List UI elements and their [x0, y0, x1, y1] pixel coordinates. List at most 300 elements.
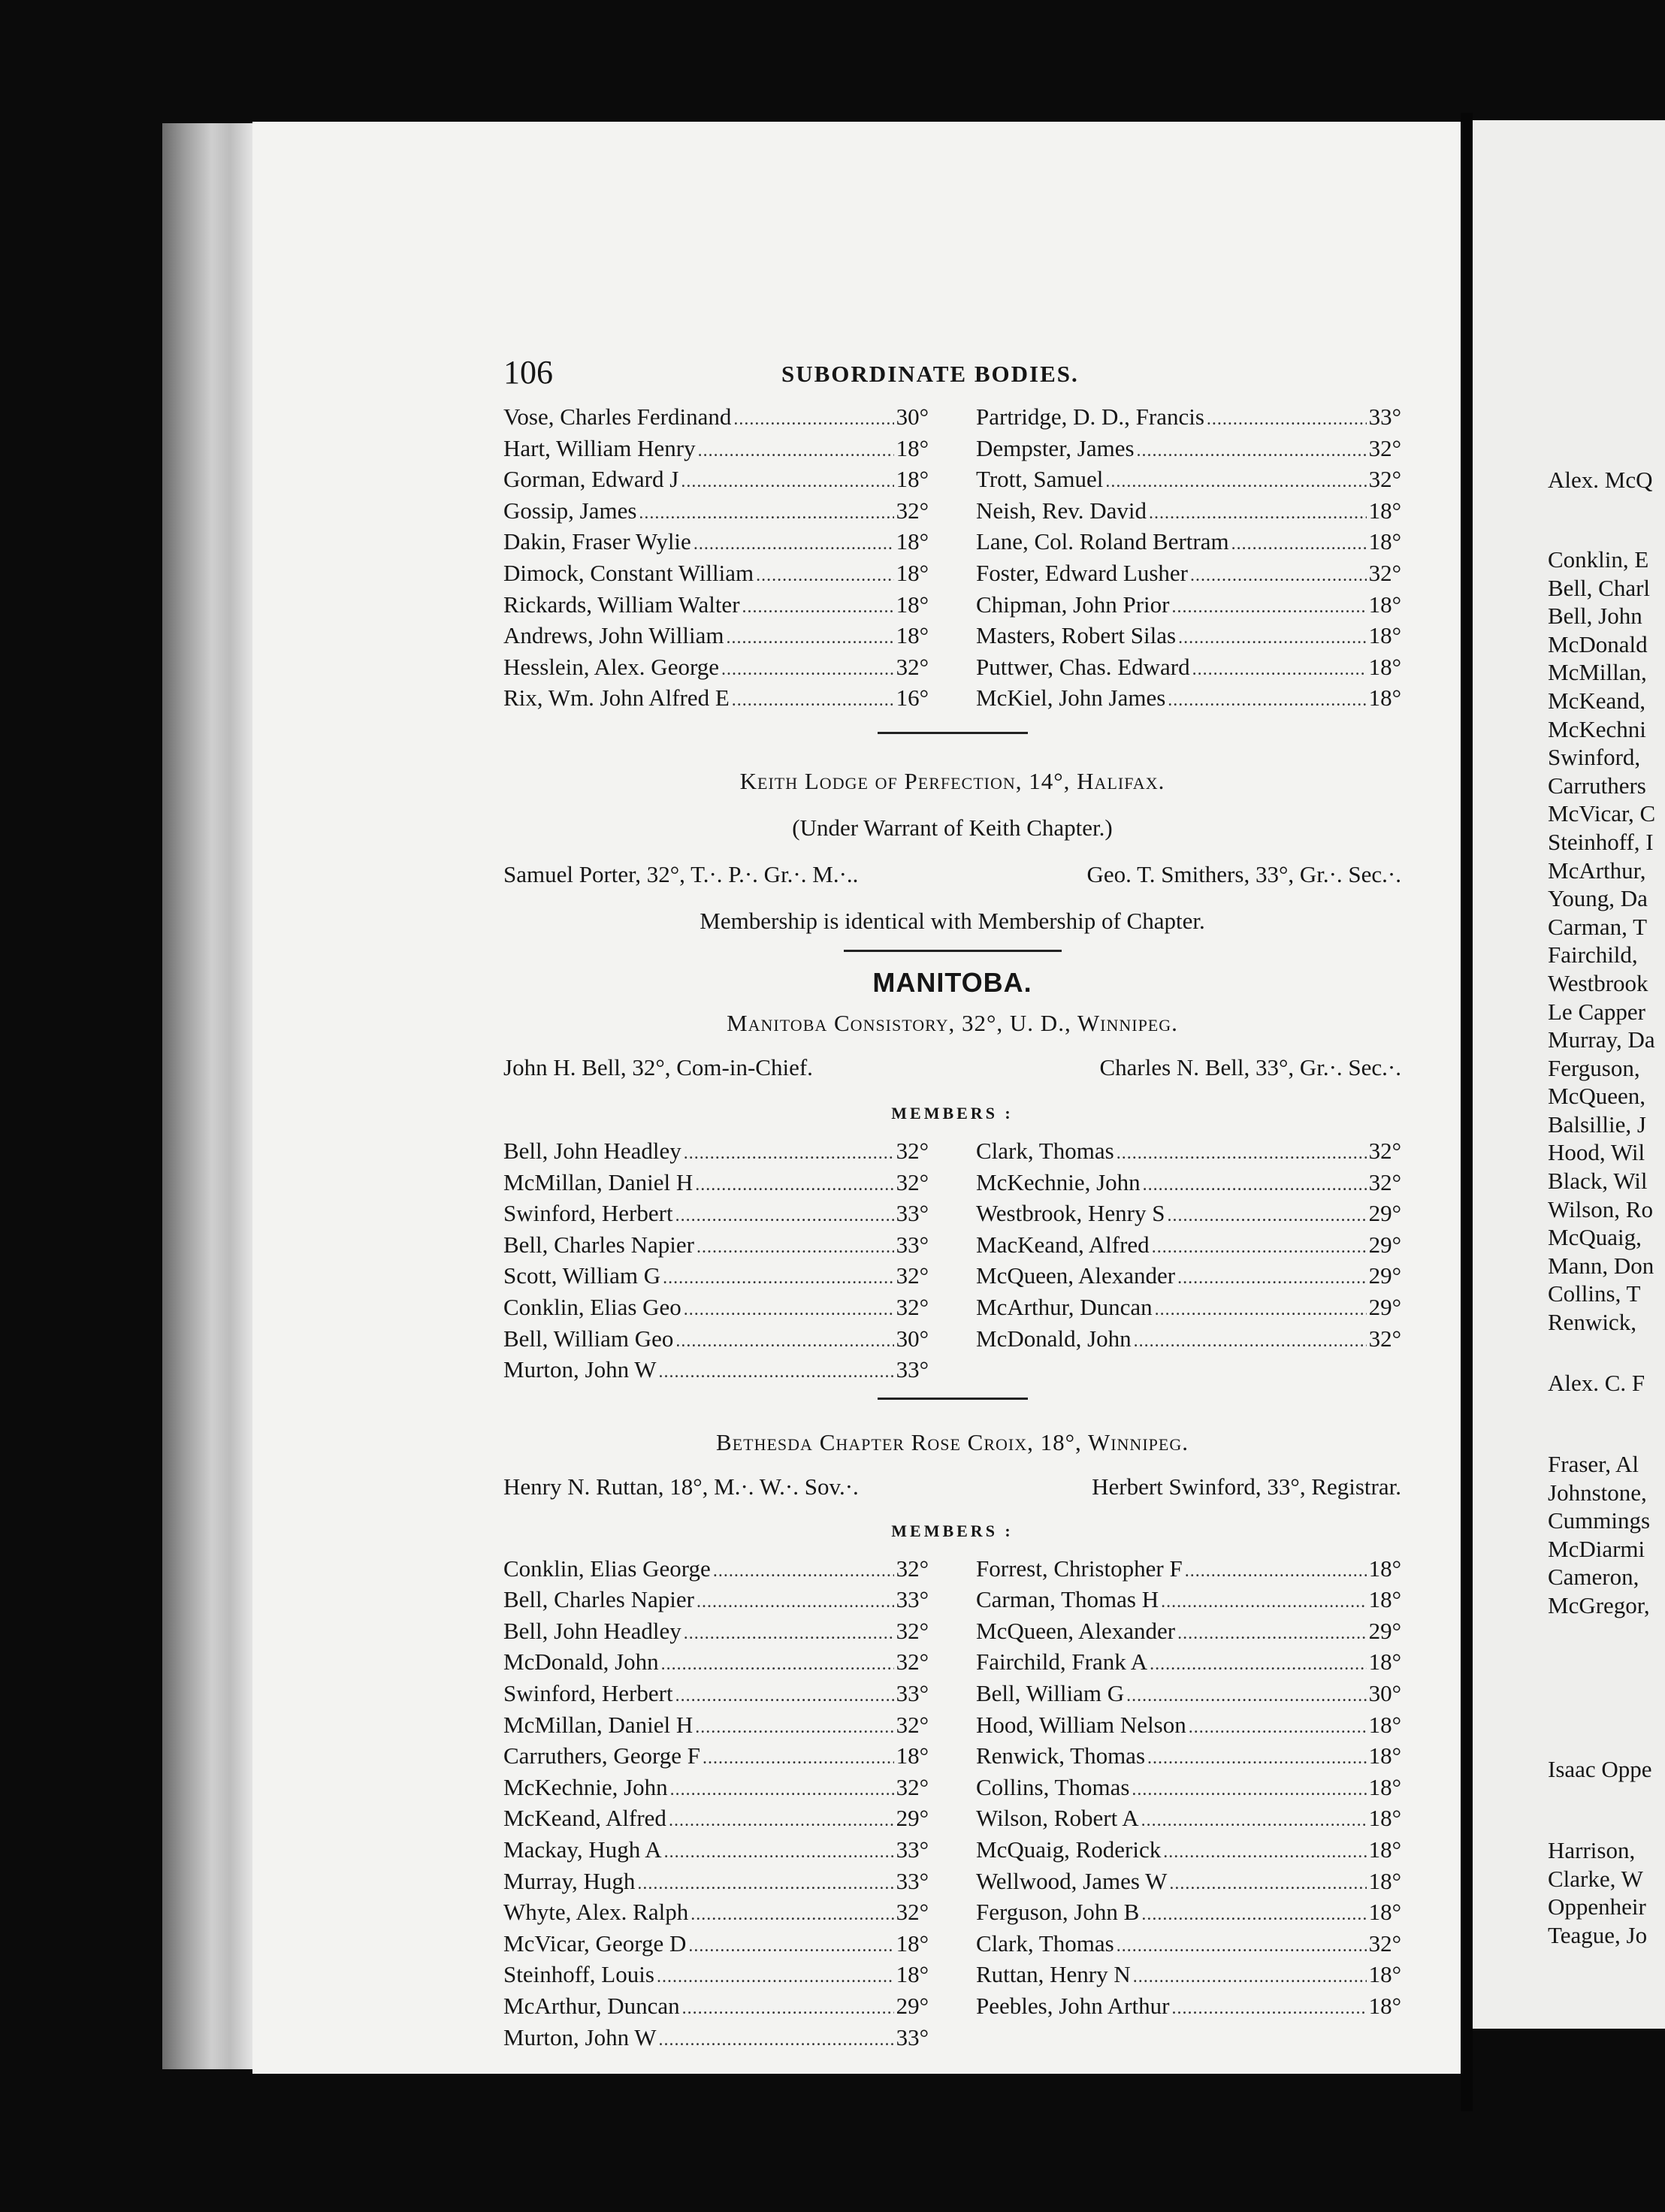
member-entry [976, 1773, 1401, 1805]
member-degree: 32° [1368, 1168, 1401, 1195]
page-number: 106 [503, 354, 553, 391]
leader-dots [697, 1234, 894, 1262]
member-name: Collins, Thomas [976, 1773, 1130, 1800]
member-entry [503, 1804, 929, 1836]
member-entry [503, 1231, 929, 1262]
member-name: McQueen, Alexander [976, 1617, 1176, 1644]
member-degree: 33° [896, 1836, 929, 1863]
member-entry [503, 1199, 929, 1231]
member-degree: 32° [1368, 1325, 1401, 1352]
right-page-entry: Cameron, [1548, 1564, 1639, 1591]
member-degree: 32° [1368, 1137, 1401, 1164]
member-name: Dempster, James [976, 434, 1135, 461]
leader-dots [1163, 1839, 1366, 1867]
leader-dots [1137, 437, 1367, 466]
right-page-entry: Steinhoff, I [1548, 828, 1654, 855]
member-entry [976, 1960, 1401, 1992]
right-page-entry: Oppenheir [1548, 1893, 1646, 1920]
member-entry [503, 1836, 929, 1867]
member-degree: 29° [1368, 1200, 1401, 1227]
bethesda-member-list [503, 1555, 1401, 2055]
member-name: MacKeand, Alfred [976, 1231, 1150, 1258]
right-page-entry: Teague, Jo [1548, 1921, 1648, 1948]
right-page-entry: Harrison, [1548, 1837, 1636, 1863]
member-entry [976, 465, 1401, 497]
right-page-entry: McDiarmi [1548, 1535, 1645, 1562]
member-degree: 32° [896, 1293, 929, 1320]
right-page-heading-1: Alex. McQ [1548, 467, 1653, 493]
right-page-entry: Renwick, [1548, 1309, 1636, 1336]
leader-dots [684, 1620, 894, 1648]
member-degree: 29° [1368, 1617, 1401, 1644]
member-entry [976, 653, 1401, 684]
right-page-entry: Murray, Da [1548, 1026, 1655, 1053]
member-degree: 18° [1368, 1899, 1401, 1926]
leader-dots [1141, 1807, 1367, 1836]
member-entry [976, 1293, 1401, 1325]
member-entry [503, 403, 929, 434]
member-name: Gossip, James [503, 497, 637, 524]
member-degree: 29° [1368, 1231, 1401, 1258]
member-degree: 30° [896, 403, 929, 430]
member-name: Dimock, Constant William [503, 559, 754, 586]
leader-dots [693, 530, 894, 559]
leader-dots [695, 1714, 893, 1742]
consistory-officers [503, 1053, 1401, 1081]
member-entry [976, 1137, 1401, 1168]
leader-dots [698, 437, 894, 466]
leader-dots [659, 1358, 894, 1387]
member-name: Bell, Charles Napier [503, 1231, 694, 1258]
right-page-entry: McQuaig, [1548, 1224, 1642, 1251]
member-degree: 29° [896, 1805, 929, 1832]
leader-dots [713, 1558, 894, 1586]
left-page-content [503, 353, 1401, 2054]
member-name: Neish, Rev. David [976, 497, 1147, 524]
member-entry [976, 1992, 1401, 2023]
leader-dots [682, 1995, 894, 2023]
member-name: Swinford, Herbert [503, 1200, 673, 1227]
right-page-entry: McKeand, [1548, 687, 1645, 714]
leader-dots [664, 1839, 894, 1867]
member-degree: 18° [896, 466, 929, 493]
member-degree: 33° [896, 1200, 929, 1227]
member-name: Fairchild, Frank A [976, 1648, 1148, 1676]
member-degree: 29° [1368, 1293, 1401, 1320]
member-name: Partridge, D. D., Francis [976, 403, 1204, 430]
right-page-entry: Wilson, Ro [1548, 1195, 1653, 1222]
member-degree: 33° [896, 2023, 929, 2050]
member-name: Bell, John Headley [503, 1137, 681, 1164]
member-entry [503, 1293, 929, 1325]
member-degree: 18° [896, 1961, 929, 1988]
keith-officers [503, 860, 1401, 888]
bethesda-officer-left: Henry N. Ruttan, 18°, M.·. W.·. Sov.·. [503, 1473, 859, 1500]
member-name: Murton, John W [503, 1356, 657, 1383]
right-page-entry: Clarke, W [1548, 1865, 1643, 1892]
leader-dots [727, 624, 894, 653]
member-entry [503, 1585, 929, 1617]
leader-dots [1178, 624, 1367, 653]
leader-dots [670, 1776, 894, 1805]
member-name: Ruttan, Henry N [976, 1961, 1131, 1988]
leader-dots [1117, 1140, 1367, 1168]
right-page-entry: Bell, John [1548, 603, 1642, 630]
leader-dots [1169, 1870, 1366, 1899]
member-degree: 32° [1368, 466, 1401, 493]
list-column-right [976, 403, 1401, 715]
member-degree: 18° [1368, 653, 1401, 680]
leader-dots [1177, 1265, 1366, 1293]
right-page-entry: McKechni [1548, 715, 1646, 742]
member-entry [976, 1199, 1401, 1231]
member-entry [976, 1711, 1401, 1742]
leader-dots [721, 656, 894, 684]
member-entry [503, 1355, 929, 1387]
member-name: McKechnie, John [976, 1168, 1141, 1195]
right-page-entry: McDonald [1548, 630, 1648, 657]
page-header [503, 353, 1401, 400]
leader-dots [1171, 1995, 1366, 2023]
member-degree: 18° [1368, 1961, 1401, 1988]
member-entry [503, 591, 929, 622]
member-name: Wellwood, James W [976, 1867, 1168, 1894]
member-entry [503, 497, 929, 528]
member-degree: 32° [1368, 1929, 1401, 1957]
member-name: Bell, Charles Napier [503, 1586, 694, 1613]
right-page-entry: Fraser, Al [1548, 1451, 1639, 1477]
member-degree: 32° [896, 1137, 929, 1164]
right-page-heading-2: Alex. C. F [1548, 1370, 1645, 1396]
member-name: Puttwer, Chas. Edward [976, 653, 1190, 680]
member-degree: 18° [896, 591, 929, 618]
member-name: Foster, Edward Lusher [976, 559, 1188, 586]
member-name: Carman, Thomas H [976, 1586, 1159, 1613]
right-page-entry: Ferguson, [1548, 1054, 1640, 1081]
member-degree: 32° [896, 653, 929, 680]
leader-dots [1132, 1776, 1366, 1805]
member-degree: 18° [1368, 1648, 1401, 1676]
member-name: Conklin, Elias Geo [503, 1293, 681, 1320]
member-entry [503, 1325, 929, 1356]
bethesda-chapter-title: Bethesda Chapter Rose Croix, 18°, Winnipeg. [716, 1428, 1189, 1455]
member-name: Trott, Samuel [976, 466, 1104, 493]
leader-dots [695, 1171, 893, 1200]
member-degree: 33° [896, 1867, 929, 1894]
member-entry [976, 1648, 1401, 1679]
member-entry [976, 527, 1401, 559]
member-entry [976, 621, 1401, 653]
member-name: Carruthers, George F [503, 1742, 701, 1769]
keith-warrant-note: (Under Warrant of Keith Chapter.) [792, 814, 1113, 841]
right-page-entry: Westbrook [1548, 969, 1648, 996]
leader-dots [1185, 1558, 1367, 1586]
member-name: Clark, Thomas [976, 1929, 1114, 1957]
member-entry [503, 1617, 929, 1648]
keith-membership-note: Membership is identical with Membership of Chapter. [700, 907, 1205, 934]
leader-dots [669, 1807, 894, 1836]
right-page-entry: McMillan, [1548, 659, 1647, 686]
bethesda-officers [503, 1473, 1401, 1500]
section-divider [844, 950, 1062, 952]
member-entry [503, 2023, 929, 2055]
member-degree: 18° [1368, 1805, 1401, 1832]
member-degree: 18° [1368, 1836, 1401, 1863]
member-entry [976, 1325, 1401, 1356]
leader-dots [1150, 1651, 1366, 1679]
member-entry [503, 1960, 929, 1992]
member-entry [503, 653, 929, 684]
leader-dots [663, 1265, 893, 1293]
member-entry [503, 1137, 929, 1168]
member-entry [503, 434, 929, 466]
member-entry [976, 1742, 1401, 1773]
member-entry [503, 1773, 929, 1805]
member-degree: 18° [1368, 1993, 1401, 2019]
member-degree: 33° [896, 1586, 929, 1613]
member-degree: 18° [896, 559, 929, 586]
member-degree: 30° [1368, 1680, 1401, 1707]
leader-dots [1134, 1328, 1367, 1356]
member-degree: 32° [896, 1168, 929, 1195]
member-name: Wilson, Robert A [976, 1805, 1139, 1832]
member-entry [976, 1836, 1401, 1867]
member-name: Ferguson, John B [976, 1899, 1140, 1926]
list-column-left [503, 403, 929, 715]
consistory-officer-right: Charles N. Bell, 33°, Gr.·. Sec.·. [1099, 1053, 1401, 1080]
leader-dots [733, 406, 893, 434]
member-entry [976, 1555, 1401, 1586]
member-degree: 32° [896, 1617, 929, 1644]
member-name: Conklin, Elias George [503, 1555, 711, 1582]
right-page-entry: Le Capper [1548, 998, 1645, 1025]
right-page-entry: McVicar, C [1548, 800, 1656, 827]
member-name: McArthur, Duncan [503, 1993, 680, 2019]
leader-dots [690, 1901, 893, 1929]
member-entry [503, 1711, 929, 1742]
member-entry [503, 1679, 929, 1711]
member-name: Lane, Col. Roland Bertram [976, 528, 1229, 555]
right-page-entry: Conklin, E [1548, 546, 1649, 573]
right-page-list-2 [1548, 1450, 1665, 1620]
member-entry [503, 1555, 929, 1586]
leader-dots [1161, 1588, 1367, 1617]
member-degree: 18° [896, 1929, 929, 1957]
member-degree: 18° [1368, 684, 1401, 712]
member-entry [976, 1804, 1401, 1836]
leader-dots [1143, 1171, 1367, 1200]
member-name: McDonald, John [976, 1325, 1132, 1352]
member-entry [503, 1648, 929, 1679]
member-degree: 32° [1368, 559, 1401, 586]
member-name: McVicar, George D [503, 1929, 687, 1957]
manitoba-heading: MANITOBA. [872, 966, 1032, 998]
member-degree: 29° [896, 1993, 929, 2019]
member-entry [503, 621, 929, 653]
member-name: McArthur, Duncan [976, 1293, 1153, 1320]
leader-dots [1231, 530, 1367, 559]
leader-dots [1141, 1901, 1366, 1929]
keith-officer-left: Samuel Porter, 32°, T.·. P.·. Gr.·. M.·.. [503, 860, 859, 887]
member-degree: 29° [1368, 1262, 1401, 1289]
member-degree: 30° [896, 1325, 929, 1352]
member-name: Forrest, Christopher F [976, 1555, 1183, 1582]
member-name: McMillan, Daniel H [503, 1168, 693, 1195]
book-gutter [1461, 113, 1473, 2111]
leader-dots [1168, 1202, 1367, 1231]
member-name: Scott, William G [503, 1262, 661, 1289]
leader-dots [681, 468, 893, 497]
member-name: Bell, William G [976, 1680, 1125, 1707]
member-entry [976, 1231, 1401, 1262]
right-page-entry: Mann, Don [1548, 1252, 1654, 1279]
continued-member-list [503, 403, 1401, 715]
leader-dots [675, 1202, 894, 1231]
section-divider [878, 1398, 1028, 1400]
leader-dots [688, 1932, 893, 1961]
member-degree: 18° [896, 1742, 929, 1769]
member-entry [503, 465, 929, 497]
leader-dots [1147, 1745, 1367, 1773]
member-degree: 18° [1368, 591, 1401, 618]
right-page-entry: Hood, Wil [1548, 1139, 1645, 1166]
member-entry [503, 684, 929, 715]
member-name: Bell, William Geo [503, 1325, 674, 1352]
member-degree: 18° [1368, 622, 1401, 649]
member-entry [503, 1929, 929, 1961]
member-name: Masters, Robert Silas [976, 622, 1177, 649]
leader-dots [1133, 1963, 1367, 1992]
member-entry [976, 497, 1401, 528]
right-page-entry: Cummings [1548, 1507, 1651, 1534]
member-name: Peebles, John Arthur [976, 1993, 1170, 2019]
member-entry [503, 1867, 929, 1899]
member-degree: 18° [1368, 1711, 1401, 1738]
member-name: McMillan, Daniel H [503, 1711, 693, 1738]
member-name: McKechnie, John [503, 1773, 668, 1800]
right-page-entry: Black, Wil [1548, 1168, 1648, 1195]
member-name: Andrews, John William [503, 622, 724, 649]
member-degree: 18° [1368, 1867, 1401, 1894]
section-divider [878, 732, 1028, 734]
leader-dots [697, 1588, 894, 1617]
member-degree: 18° [1368, 1773, 1401, 1800]
leader-dots [661, 1651, 894, 1679]
running-head: SUBORDINATE BODIES. [781, 361, 1079, 387]
member-entry [976, 1898, 1401, 1929]
leader-dots [637, 1870, 893, 1899]
member-name: Steinhoff, Louis [503, 1961, 654, 1988]
member-entry [976, 1617, 1401, 1648]
right-page-list-1 [1548, 545, 1665, 1337]
member-entry [503, 1992, 929, 2023]
bethesda-officer-right: Herbert Swinford, 33°, Registrar. [1092, 1473, 1401, 1500]
member-degree: 32° [896, 1711, 929, 1738]
leader-dots [732, 687, 894, 715]
right-page-entry: Carruthers [1548, 772, 1646, 799]
member-name: Murray, Hugh [503, 1867, 636, 1894]
right-page-entry: Johnstone, [1548, 1479, 1647, 1506]
member-name: Vose, Charles Ferdinand [503, 403, 732, 430]
leader-dots [1171, 594, 1366, 622]
right-page-entry: Collins, T [1548, 1280, 1641, 1307]
member-degree: 33° [896, 1231, 929, 1258]
member-entry [503, 559, 929, 591]
member-entry [503, 1898, 929, 1929]
member-name: Renwick, Thomas [976, 1742, 1146, 1769]
member-degree: 18° [1368, 528, 1401, 555]
member-entry [976, 1867, 1401, 1899]
member-entry [503, 1168, 929, 1200]
member-name: McQuaig, Roderick [976, 1836, 1162, 1863]
list-column-right [976, 1555, 1401, 2055]
right-page-entry: Swinford, [1548, 744, 1641, 771]
leader-dots [639, 500, 893, 528]
member-entry [503, 527, 929, 559]
leader-dots [1152, 1234, 1367, 1262]
right-page-list-3 [1548, 1836, 1665, 1949]
leader-dots [703, 1745, 894, 1773]
leader-dots [675, 1328, 893, 1356]
member-degree: 18° [896, 434, 929, 461]
member-name: Whyte, Alex. Ralph [503, 1899, 689, 1926]
member-name: Rix, Wm. John Alfred E [503, 684, 730, 712]
member-name: Chipman, John Prior [976, 591, 1170, 618]
member-entry [503, 1742, 929, 1773]
member-degree: 18° [1368, 1555, 1401, 1582]
member-degree: 18° [896, 528, 929, 555]
member-entry [976, 684, 1401, 715]
leader-dots [742, 594, 894, 622]
leader-dots [675, 1682, 894, 1711]
right-page-entry: Carman, T [1548, 913, 1648, 940]
leader-dots [1155, 1296, 1367, 1325]
member-name: Mackay, Hugh A [503, 1836, 662, 1863]
list-column-right [976, 1137, 1401, 1387]
member-degree: 32° [896, 1899, 929, 1926]
member-degree: 16° [896, 684, 929, 712]
member-entry [976, 1168, 1401, 1200]
consistory-officer-left: John H. Bell, 32°, Com-in-Chief. [503, 1053, 813, 1080]
member-degree: 33° [1368, 403, 1401, 430]
member-degree: 32° [896, 1555, 929, 1582]
member-degree: 18° [1368, 497, 1401, 524]
leader-dots [1168, 687, 1366, 715]
member-degree: 32° [1368, 434, 1401, 461]
consistory-member-list [503, 1137, 1401, 1387]
manitoba-consistory-title: Manitoba Consistory, 32°, U. D., Winnipeg. [727, 1009, 1178, 1036]
list-column-left [503, 1555, 929, 2055]
leader-dots [1149, 500, 1367, 528]
member-degree: 32° [896, 1262, 929, 1289]
member-entry [976, 434, 1401, 466]
member-name: Dakin, Fraser Wylie [503, 528, 691, 555]
member-entry [976, 591, 1401, 622]
keith-lodge-title: Keith Lodge of Perfection, 14°, Halifax. [739, 767, 1165, 794]
member-entry [976, 1262, 1401, 1293]
member-degree: 18° [1368, 1586, 1401, 1613]
member-name: McQueen, Alexander [976, 1262, 1176, 1289]
leader-dots [1105, 468, 1366, 497]
member-entry [976, 1679, 1401, 1711]
leader-dots [1177, 1620, 1366, 1648]
leader-dots [1192, 656, 1367, 684]
member-degree: 18° [1368, 1742, 1401, 1769]
member-name: Murton, John W [503, 2023, 657, 2050]
leader-dots [1190, 562, 1367, 591]
member-degree: 32° [896, 1648, 929, 1676]
leader-dots [659, 2026, 894, 2055]
